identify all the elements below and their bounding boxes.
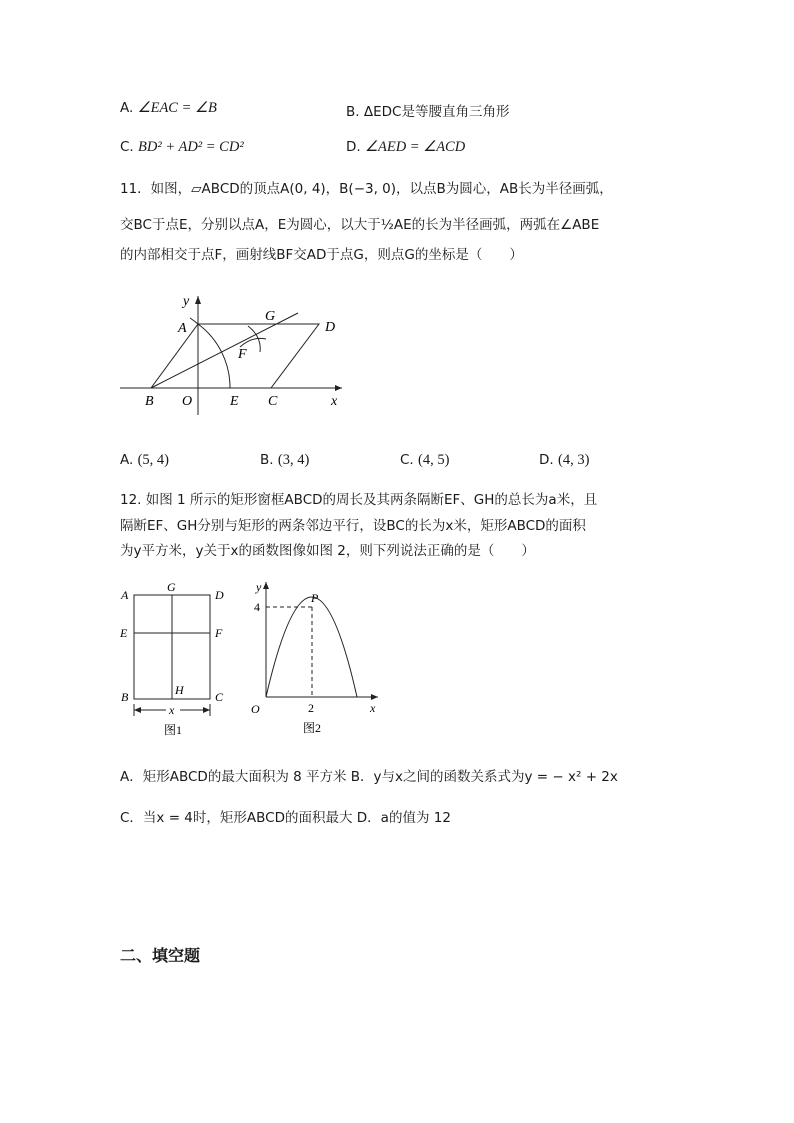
q11-option-c: C. (4, 5) [400, 452, 450, 468]
q11-label-c: C [268, 394, 278, 409]
q10-option-c: C. BD² + AD² = CD² [120, 139, 244, 155]
q11-option-b-value: (3, 4) [277, 452, 310, 468]
q11-label-d: D [325, 320, 336, 335]
q12-options-ab: A．矩形ABCD的最大面积为 8 平方米 B．y与x之间的函数关系式为y = − x² + 2x [120, 769, 618, 785]
q10-option-a: A. ∠EAC = ∠B [120, 100, 217, 116]
q12-line-3: 为y平方米，y关于x的函数图像如图 2，则下列说法正确的是（ ） [120, 543, 535, 559]
q12-fig1-label-f: F [215, 626, 223, 640]
q11-label-o: O [182, 394, 193, 409]
q11-arc-ae-tail [190, 318, 198, 324]
section-title: 二、填空题 [120, 946, 201, 965]
q11-label-g: G [265, 309, 276, 324]
q12-fig1-caption: 图1 [164, 723, 183, 737]
q12-fig2-label-x: x [370, 701, 376, 715]
q11-arc-f2 [240, 338, 266, 347]
q12-dim-arrow-right [203, 707, 210, 713]
q11-y-arrow [195, 296, 201, 304]
q12-fig2-label-y: y [256, 580, 262, 594]
q12-fig2-ytick: 4 [254, 600, 260, 614]
q11-option-d-value: (4, 3) [557, 452, 590, 468]
q12-fig2-xtick: 2 [308, 701, 314, 715]
q11-label-a: A [178, 321, 187, 336]
q12-fig1-label-e: E [120, 626, 128, 640]
q12-dim-arrow-left [134, 707, 141, 713]
q11-label-x: x [331, 394, 338, 409]
q11-line-2: 交BC于点E，分别以点A，E为圆心，以大于½AE的长为半径画弧，两弧在∠ABE [120, 217, 600, 233]
q12-fig2-y-arrow [263, 582, 269, 589]
q12-fig1-label-g: G [167, 580, 176, 594]
q12-line-2: 隔断EF、GH分别与矩形的两条邻边平行，设BC的长为x米，矩形ABCD的面积 [120, 518, 586, 534]
q11-parallelogram [151, 324, 319, 388]
q11-option-a: A. (5, 4) [120, 452, 170, 468]
q10-option-b: B. ΔEDC是等腰直角三角形 [346, 104, 510, 120]
q12-figure-1 [112, 575, 237, 740]
q11-line-1: 11．如图，▱ABCD的顶点A(0, 4)，B(−3, 0)，以点B为圆心，AB长为半径画弧， [120, 181, 613, 197]
q12-fig1-label-a: A [121, 588, 129, 602]
q12-fig1-label-x: x [169, 703, 175, 717]
q11-line-3: 的内部相交于点F，画射线BF交AD于点G，则点G的坐标是（ ） [120, 247, 523, 263]
q12-fig2-label-o: O [251, 702, 260, 716]
q12-fig2-label-p: P [311, 591, 319, 605]
q12-fig2-caption: 图2 [303, 721, 322, 735]
q11-option-b: B. (3, 4) [260, 452, 310, 468]
q12-options-cd: C．当x = 4时，矩形ABCD的面积最大 D．a的值为 12 [120, 810, 451, 826]
q10-option-c-text: BD² + AD² = CD² [138, 139, 244, 155]
q11-option-d: D. (4, 3) [539, 452, 590, 468]
q11-label-e: E [230, 394, 239, 409]
q11-option-c-value: (4, 5) [418, 452, 450, 468]
q12-parabola [266, 597, 357, 697]
q11-option-a-value: (5, 4) [137, 452, 170, 468]
q10-option-d-text: ∠AED = ∠ACD [364, 139, 466, 155]
q12-fig1-label-b: B [121, 690, 129, 704]
q12-figure-2 [245, 575, 385, 740]
q12-line-1: 12. 如图 1 所示的矩形窗框ABCD的周长及其两条隔断EF、GH的总长为a米，且 [120, 492, 598, 508]
q12-fig1-label-h: H [175, 683, 184, 697]
q10-option-d: D. ∠AED = ∠ACD [346, 139, 466, 155]
q11-x-arrow [335, 385, 342, 391]
q12-fig1-label-d: D [215, 588, 224, 602]
q10-option-a-text: ∠EAC = ∠B [137, 100, 217, 116]
q11-label-f: F [238, 347, 247, 362]
q11-figure [110, 290, 360, 420]
q11-label-y: y [183, 294, 190, 309]
q12-fig2-x-arrow [371, 694, 378, 700]
q10-option-b-text: ΔEDC是等腰直角三角形 [363, 104, 510, 120]
q11-label-b: B [145, 394, 154, 409]
q12-fig1-label-c: C [215, 690, 224, 704]
